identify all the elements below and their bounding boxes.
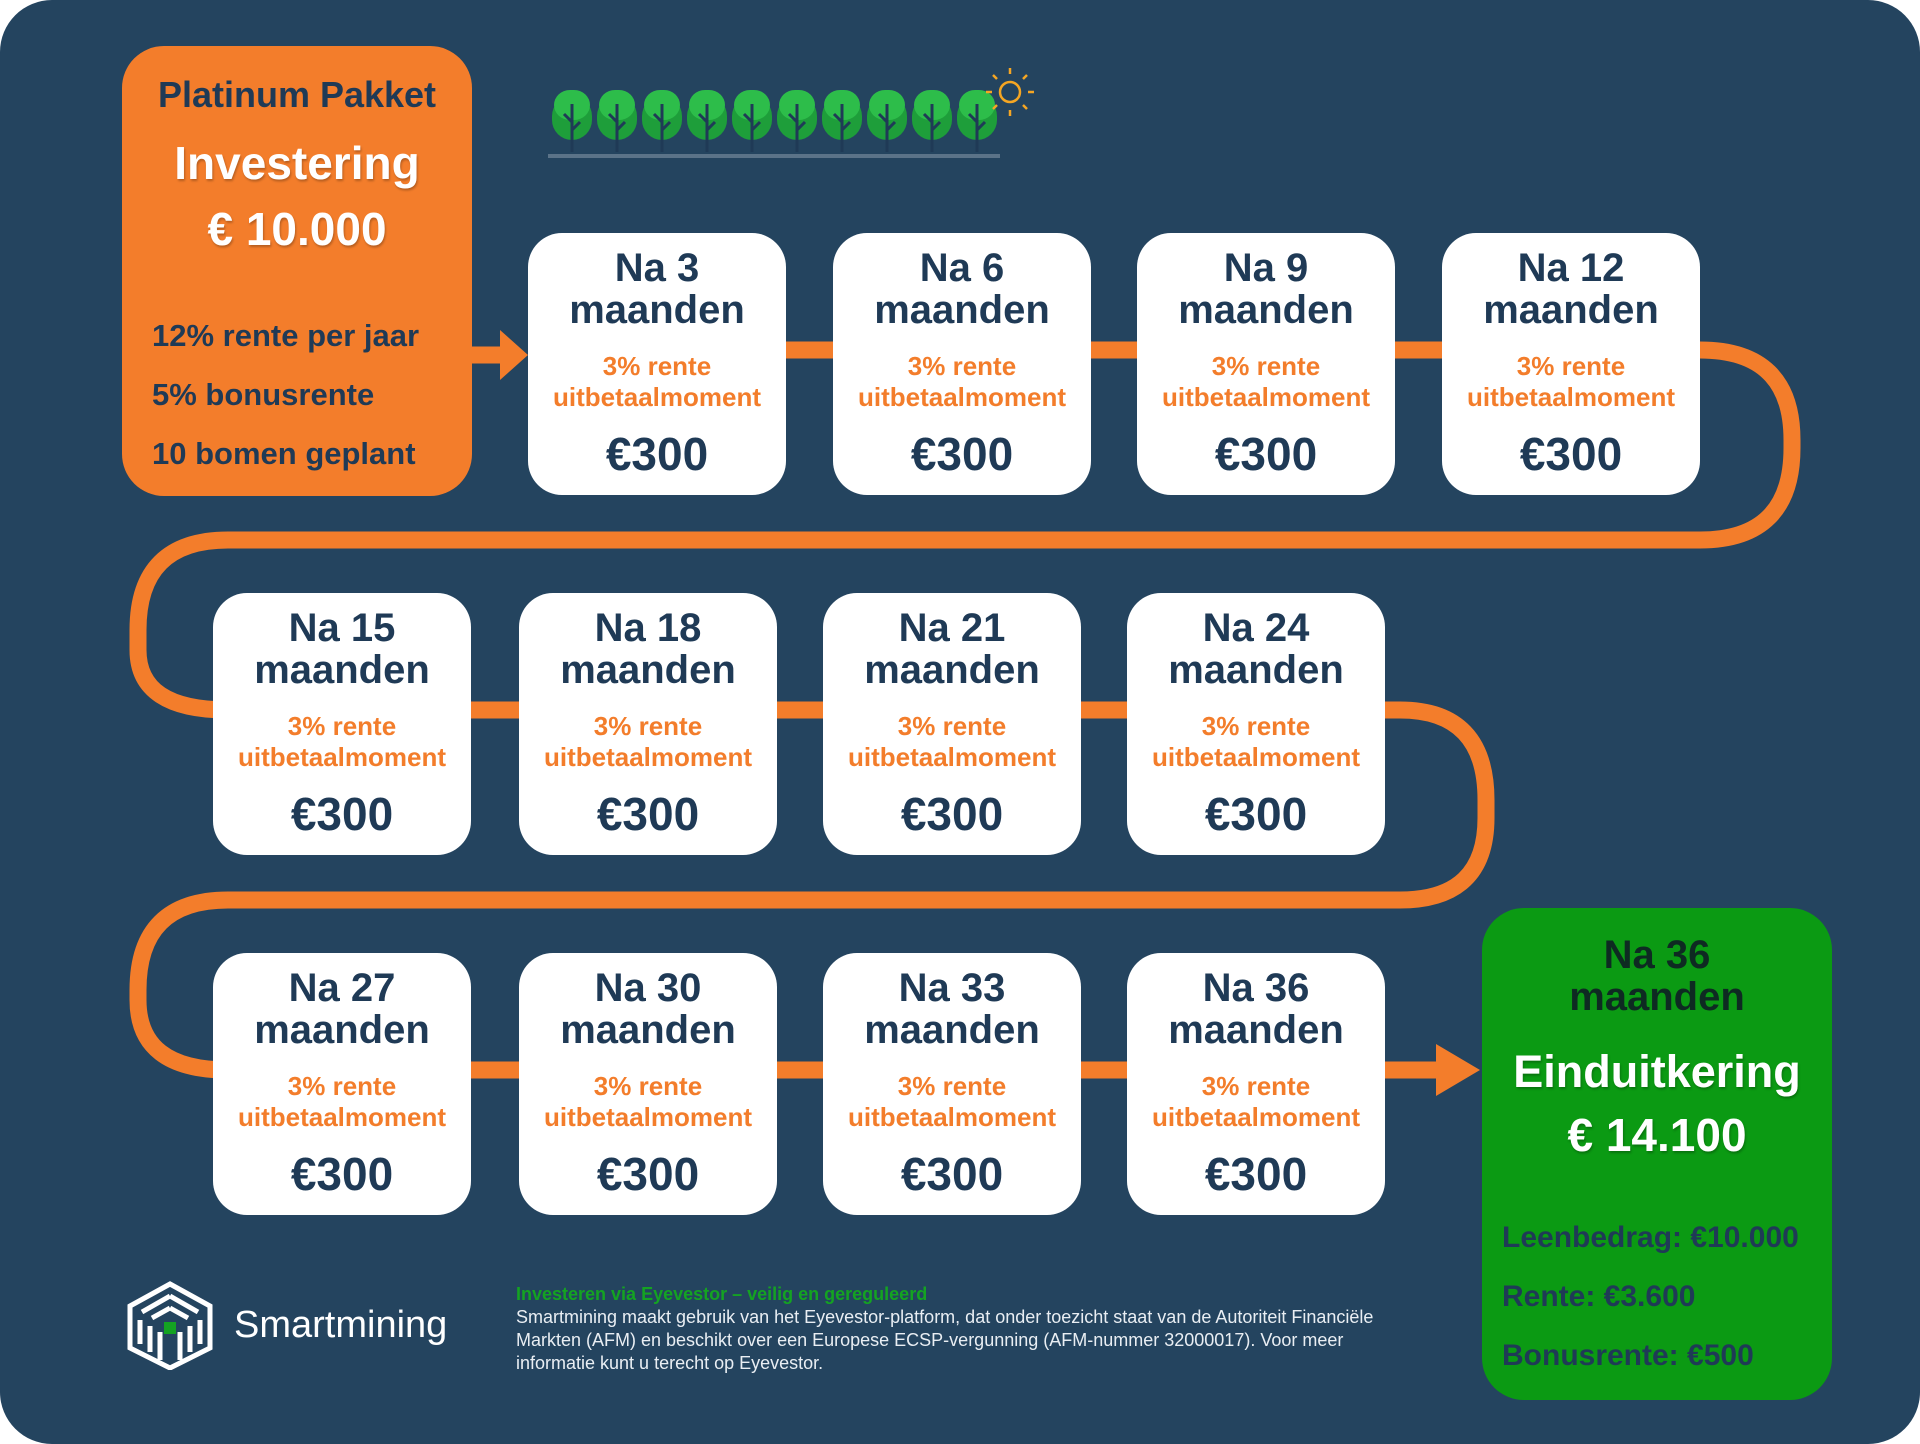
- payout-amount: €300: [900, 788, 1004, 840]
- smartmining-logo-icon: [124, 1280, 216, 1370]
- payout-rate: 3% rente uitbetaalmoment: [847, 1071, 1057, 1132]
- payout-amount: €300: [605, 428, 709, 480]
- investment-card: [122, 46, 472, 496]
- footer: [516, 1282, 1416, 1375]
- payout-amount: €300: [1204, 1148, 1308, 1200]
- payout-period: Na 24 maanden: [1168, 606, 1344, 692]
- payout-rate: 3% rente uitbetaalmoment: [857, 351, 1067, 412]
- footer-title: Investeren via Eyevestor – veilig en gereguleerd: [516, 1284, 928, 1304]
- payout-rate: 3% rente uitbetaalmoment: [543, 1071, 753, 1132]
- brand-name: Smartmining: [234, 1304, 448, 1346]
- tree-icon: [957, 90, 997, 152]
- tree-icon: [597, 90, 637, 152]
- payout-card: [823, 953, 1081, 1215]
- detail-item: Rente: €3.600: [1502, 1280, 1696, 1313]
- payout-period: Na 33 maanden: [864, 966, 1040, 1052]
- tree-icon: [867, 90, 907, 152]
- payout-amount: €300: [1214, 428, 1318, 480]
- sun-icon: [986, 68, 1034, 116]
- payout-period: Na 21 maanden: [864, 606, 1040, 692]
- payout-amount: €300: [290, 788, 394, 840]
- payout-period: Na 27 maanden: [254, 966, 430, 1052]
- tree-icon: [822, 90, 862, 152]
- payout-period: Na 3 maanden: [569, 246, 745, 332]
- payout-period: Na 6 maanden: [874, 246, 1050, 332]
- payout-amount: €300: [596, 1148, 700, 1200]
- payout-period: Na 9 maanden: [1178, 246, 1354, 332]
- payout-card: [528, 233, 786, 495]
- payout-rate: 3% rente uitbetaalmoment: [543, 711, 753, 772]
- package-name: Platinum Pakket: [157, 74, 437, 115]
- tree-icon: [777, 90, 817, 152]
- arrow-head-end: [1436, 1044, 1480, 1096]
- ground-line: [548, 154, 1000, 158]
- payout-amount: €300: [1519, 428, 1623, 480]
- footer-text: Smartmining maakt gebruik van het Eyevestor-platform, dat onder toezicht staat van de Autoriteit Financiële Markten (AFM) en beschikt over een Europese ECSP-vergunning (AFM-nummer 32000017). Voor meer informatie kunt u terecht op Eyevestor.: [516, 1307, 1374, 1373]
- tree-icon: [552, 90, 592, 152]
- payout-rate: 3% rente uitbetaalmoment: [1161, 351, 1371, 412]
- payout-period: Na 30 maanden: [560, 966, 736, 1052]
- payout-card: [519, 593, 777, 855]
- feature-item: 10 bomen geplant: [152, 436, 416, 471]
- detail-item: Bonusrente: €500: [1502, 1339, 1754, 1372]
- payout-rate: 3% rente uitbetaalmoment: [237, 711, 447, 772]
- final-title: Einduitkering: [1513, 1046, 1801, 1097]
- payout-rate: 3% rente uitbetaalmoment: [237, 1071, 447, 1132]
- tree-icon: [912, 90, 952, 152]
- payout-period: Na 15 maanden: [254, 606, 430, 692]
- payout-card: [1442, 233, 1700, 495]
- payout-card: [519, 953, 777, 1215]
- final-period: Na 36 maanden: [1569, 933, 1745, 1019]
- payout-amount: €300: [290, 1148, 394, 1200]
- payout-amount: €300: [900, 1148, 1004, 1200]
- investment-title: Investering: [174, 137, 420, 189]
- payout-rate: 3% rente uitbetaalmoment: [1466, 351, 1676, 412]
- investment-amount: € 10.000: [207, 203, 387, 255]
- payout-period: Na 12 maanden: [1483, 246, 1659, 332]
- final-amount: € 14.100: [1567, 1109, 1747, 1161]
- tree-icon: [732, 90, 772, 152]
- payout-card: [823, 593, 1081, 855]
- feature-item: 12% rente per jaar: [152, 318, 420, 353]
- payout-period: Na 36 maanden: [1168, 966, 1344, 1052]
- payout-card: [833, 233, 1091, 495]
- tree-icon: [687, 90, 727, 152]
- payout-card: [1137, 233, 1395, 495]
- payout-amount: €300: [1204, 788, 1308, 840]
- tree-icon: [642, 90, 682, 152]
- payout-card: [1127, 953, 1385, 1215]
- payout-amount: €300: [596, 788, 700, 840]
- payout-amount: €300: [910, 428, 1014, 480]
- brand: [124, 1280, 484, 1370]
- final-details: [1502, 1208, 1799, 1385]
- payout-card: [213, 953, 471, 1215]
- payout-rate: 3% rente uitbetaalmoment: [1151, 1071, 1361, 1132]
- feature-list: [152, 306, 419, 483]
- payout-rate: 3% rente uitbetaalmoment: [552, 351, 762, 412]
- payout-rate: 3% rente uitbetaalmoment: [1151, 711, 1361, 772]
- payout-card: [1127, 593, 1385, 855]
- payout-period: Na 18 maanden: [560, 606, 736, 692]
- arrow-head-start: [500, 330, 528, 380]
- payout-card: [213, 593, 471, 855]
- trees-illustration: [540, 62, 1040, 172]
- feature-item: 5% bonusrente: [152, 377, 375, 412]
- payout-rate: 3% rente uitbetaalmoment: [847, 711, 1057, 772]
- final-payout-card: [1482, 908, 1832, 1400]
- detail-item: Leenbedrag: €10.000: [1502, 1221, 1799, 1254]
